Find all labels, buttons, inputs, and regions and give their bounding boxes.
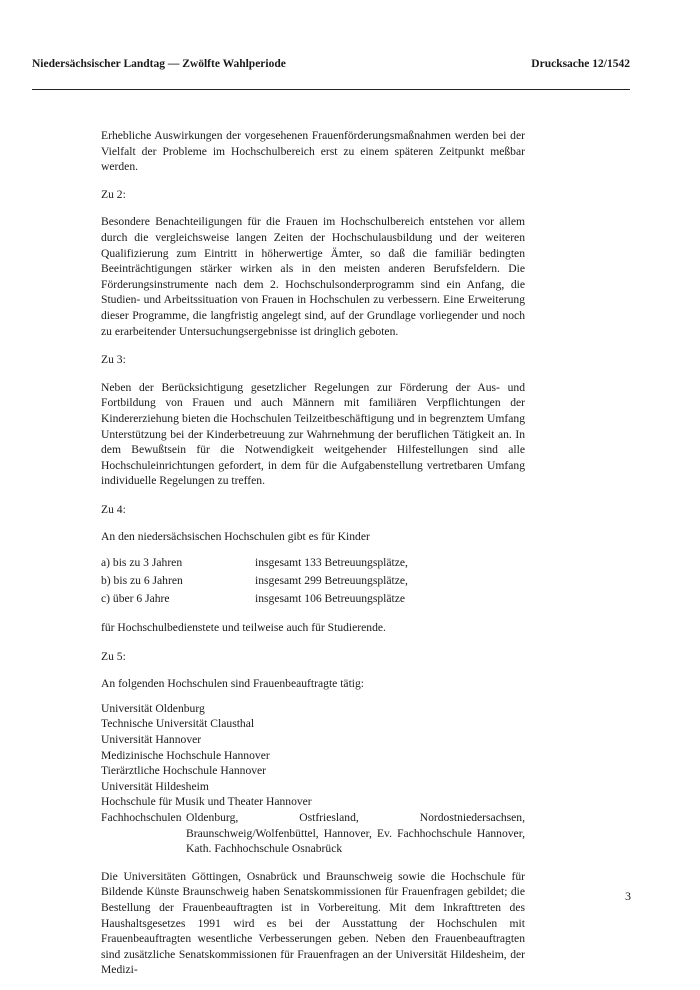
paragraph-2: Besondere Benachteiligungen für die Frauen im Hochschulbereich entstehen vor allem durch die vergleichsweise langen Zeiten der Hochschulausbildung und der weiteren Qualifizierung zum Eintritt in höherwertige Ämter, so daß die familiär bedingten Beeinträchtigungen stärker wirken als in den meisten anderen Berufsfeldern. Die Förderungsinstrumente nach dem 2. Hochschulsonderprogramm sind ein Anfang, die Studien- und Arbeitssituation von Frauen in Hochschulen zu verbessern. Eine Erweiterung dieser Programme, die langfristig angelegt sind, auf der Grundlage vorliegender und noch zu erarbeitender Untersuchungsergebnisse ist dringlich geboten. (101, 215, 525, 338)
list-item: Tierärztliche Hochschule Hannover (101, 764, 267, 778)
document-body (101, 128, 525, 978)
paragraph-4-outro: für Hochschulbedienstete und teilweise auch für Studierende. (101, 621, 386, 635)
places-count: insgesamt 133 Betreuungsplätze, (255, 556, 408, 570)
header-document-number: Drucksache 12/1542 (531, 58, 630, 70)
header-parliament-title: Niedersächsischer Landtag — Zwölfte Wahlperiode (32, 58, 286, 70)
header-rule (32, 89, 630, 90)
list-item: Universität Oldenburg (101, 701, 205, 715)
section-heading-4: Zu 4: (101, 502, 126, 516)
page-header (32, 58, 630, 76)
places-count: insgesamt 299 Betreuungsplätze, (255, 574, 408, 588)
page-number: 3 (625, 889, 631, 903)
list-item (101, 572, 525, 590)
section-heading-3: Zu 3: (101, 353, 126, 367)
list-item-fachhochschulen (101, 810, 525, 857)
paragraph-1: Erhebliche Auswirkungen der vorgesehenen Frauenförderungsmaßnahmen werden bei der Vielfalt der Probleme im Hochschulbereich erst zu einem späteren Zeitpunkt meßbar werden. (101, 129, 525, 174)
section-heading-5: Zu 5: (101, 649, 126, 663)
fachhochschulen-names: Oldenburg, Ostfriesland, Nordostniedersachsen, Braunschweig/Wolfenbüttel, Hannover, Ev. Fachhochschule Hannover, Kath. Fachhochschule Osnabrück (186, 811, 525, 856)
fachhochschulen-label: Fachhochschulen (101, 811, 182, 824)
list-item: Technische Universität Clausthal (101, 717, 255, 731)
list-item (101, 554, 525, 572)
section-heading-2: Zu 2: (101, 187, 126, 201)
age-group-label: c) über 6 Jahre (101, 592, 170, 606)
list-item: Hochschule für Musik und Theater Hannover (101, 795, 312, 809)
list-item (101, 590, 525, 608)
list-item: Universität Hannover (101, 733, 202, 747)
age-group-label: b) bis zu 6 Jahren (101, 574, 183, 588)
paragraph-4-intro: An den niedersächsischen Hochschulen gibt es für Kinder (101, 530, 370, 544)
institution-list (101, 701, 525, 857)
list-item: Universität Hildesheim (101, 779, 209, 793)
paragraph-6: Die Universitäten Göttingen, Osnabrück und Braunschweig sowie die Hochschule für Bildende Künste Braunschweig haben Senatskommissionen für Frauenfragen gebildet; die Bestellung der Frauenbeauftragten ist in Vorbereitung. Mit dem Inkrafttreten des Haushaltsgesetzes 1991 wird es bei der Ausstattung der Hochschulen mit Frauenbeauftragten wesentliche Verbesserungen geben. Neben den Frauenbeauftragten sind zusätzliche Senatskommissionen für Frauenfragen an der Universität Hildesheim, der Medizi- (101, 869, 525, 977)
list-item: Medizinische Hochschule Hannover (101, 748, 270, 762)
places-count: insgesamt 106 Betreuungsplätze (255, 592, 406, 606)
paragraph-5-intro: An folgenden Hochschulen sind Frauenbeauftragte tätig: (101, 677, 365, 691)
age-group-label: a) bis zu 3 Jahren (101, 556, 183, 570)
childcare-list (101, 554, 525, 608)
paragraph-3: Neben der Berücksichtigung gesetzlicher Regelungen zur Förderung der Aus- und Fortbildung von Frauen und auch Männern mit familiären Verpflichtungen der Kindererziehung bieten die Hochschulen Teilzeitbeschäftigung und in begrenztem Umfang Unterstützung bei der Kinderbetreuung zur Wahrnehmung der beruflichen Tätigkeit an. In dem Bewußtsein für die Notwendigkeit weitgehender Hilfestellungen sind alle Hochschuleinrichtungen gefordert, in dem für die Aufgabenstellung vertretbaren Umfang individuelle Regelungen zu treffen. (101, 380, 525, 488)
